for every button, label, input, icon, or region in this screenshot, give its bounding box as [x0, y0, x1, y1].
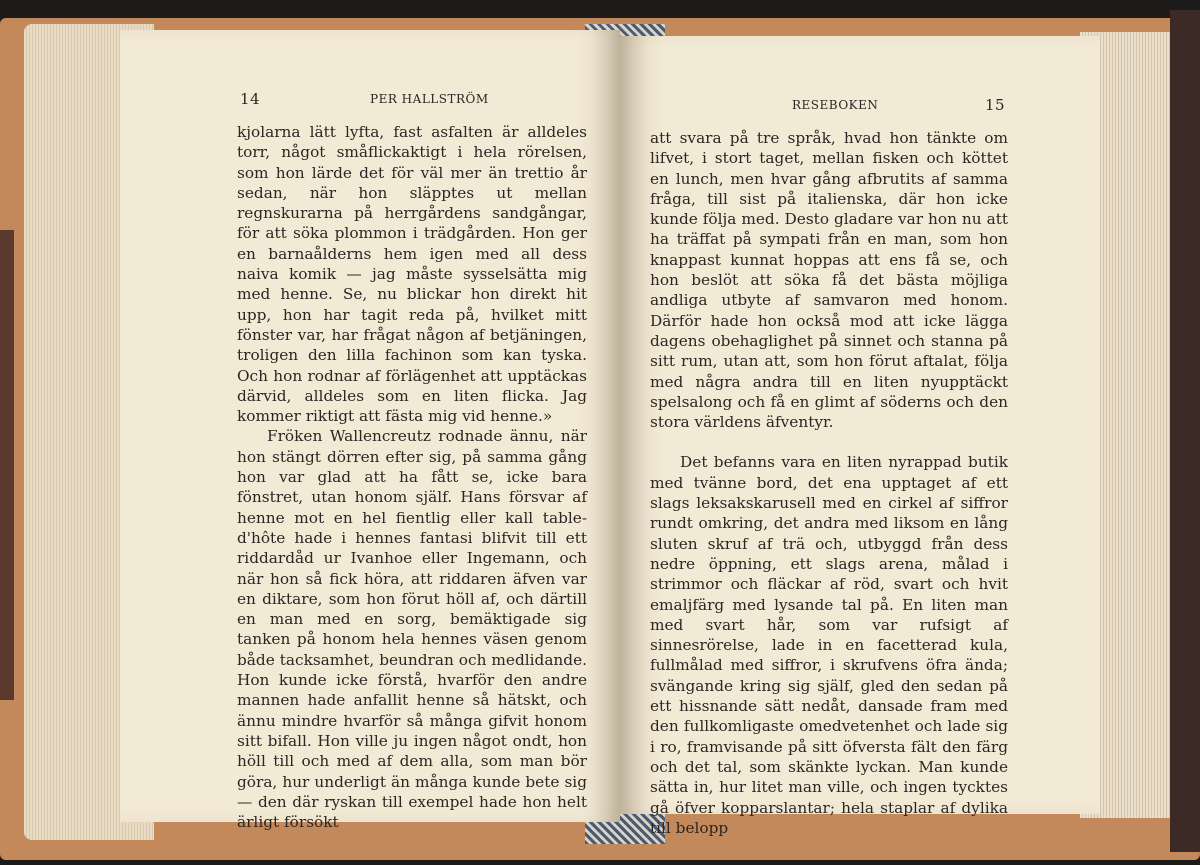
right-page [620, 36, 1100, 837]
right-page-text [650, 128, 1008, 838]
left-page [120, 30, 620, 832]
left-page-text [237, 122, 587, 832]
paragraph: att svara på tre språk, hvad hon tänkte om lifvet, i stort taget, mellan fisken och köttet en lunch, men hvar gång afbrutits af samma fråga, till sist på italienska, där hon icke kunde följa med. Desto gladare var hon nu att ha träffat på sympati från en man, som hon knappast kunnat hoppas att ens få se, och hon beslöt att söka få det bästa möjliga andliga utbyte af samvaron med honom. Därför hade hon också mod att icke lägga dagens obehaglighet på sinnet och stanna på sitt rum, utan att, som hon förut aftalat, följa med några andra till en liten nyupptäckt spelsalong och få en glimt af söderns och den stora världens äfventyr. [650, 129, 1008, 432]
running-head: PER HALLSTRÖM [370, 92, 489, 106]
cover-right-edge [1170, 10, 1200, 852]
cover-left-edge [0, 230, 14, 700]
page-number: 14 [240, 90, 261, 108]
paragraph: Fröken Wallencreutz rodnade ännu, när hon stängt dörren efter sig, på samma gång hon var glad att ha fått se, icke bara fönstret, utan honom själf. Hans försvar af henne mot en hel fientlig eller kall table-d'hôte hade i hennes fantasi blifvit till ett riddardåd ur Ivanhoe eller Ingemann, och när hon så fick höra, att riddaren äfven var en diktare, som hon förut höll af, och därtill en man med en sorg, bemäktigade sig tanken på honom hela hennes väsen genom både tacksamhet, beundran och medlidande. Hon kunde icke förstå, hvarför den andre mannen hade anfallit henne så hätskt, och ännu mindre hvarför så många gifvit honom sitt bifall. Hon ville ju ingen något ondt, hon höll till och med af dem alla, som man bör göra, hur underligt än många kunde bete sig — den där ryskan till exempel hade hon helt ärligt försökt [237, 427, 587, 832]
page-number: 15 [985, 96, 1006, 114]
running-head: RESEBOKEN [792, 98, 879, 112]
right-page-header [620, 98, 1100, 118]
left-page-header [120, 92, 620, 112]
paragraph: Det befanns vara en liten nyrappad butik med tvänne bord, det ena upptaget af ett slags leksakskarusell med en cirkel af siffror rundt omkring, det andra med liksom en lång sluten skruf af trä och, utbyggd från dess nedre öppning, ett slags arena, målad i strimmor och fläckar af röd, svart och hvit emaljfärg med lysande tal på. En liten man med svart hår, som var rufsigt af sinnesrörelse, lade in en facetterad kula, fullmålad med siffror, i skrufvens öfra ända; svängande kring sig själf, gled den sedan på ett hissnande sätt nedåt, dansade fram med den fullkomligaste omedvetenhet och lade sig i ro, framvisande på sitt öfversta fält den färg och det tal, som skänkte lyckan. Man kunde sätta in, hur litet man ville, och ingen tycktes gå öfver kopparslantar; hela staplar af dylika till belopp [650, 453, 1008, 837]
paragraph: kjolarna lätt lyfta, fast asfalten är alldeles torr, något småflickaktigt i hela rörelsen, som hon lärde det för väl mer än trettio år sedan, när hon släpptes ut mellan regnskurarna på herrgårdens sandgångar, för att söka plommon i trädgården. Hon ger en barnaålderns hem igen med all dess naiva komik — jag måste sysselsätta mig med henne. Se, nu blickar hon direkt hit upp, hon har tagit reda på, hvilket mitt fönster var, har frågat någon af betjäningen, troligen den lilla fachinon som kan tyska. Och hon rodnar af förlägenhet att upptäckas därvid, alldeles som en liten flicka. Jag kommer riktigt att fästa mig vid henne.» [237, 123, 587, 426]
